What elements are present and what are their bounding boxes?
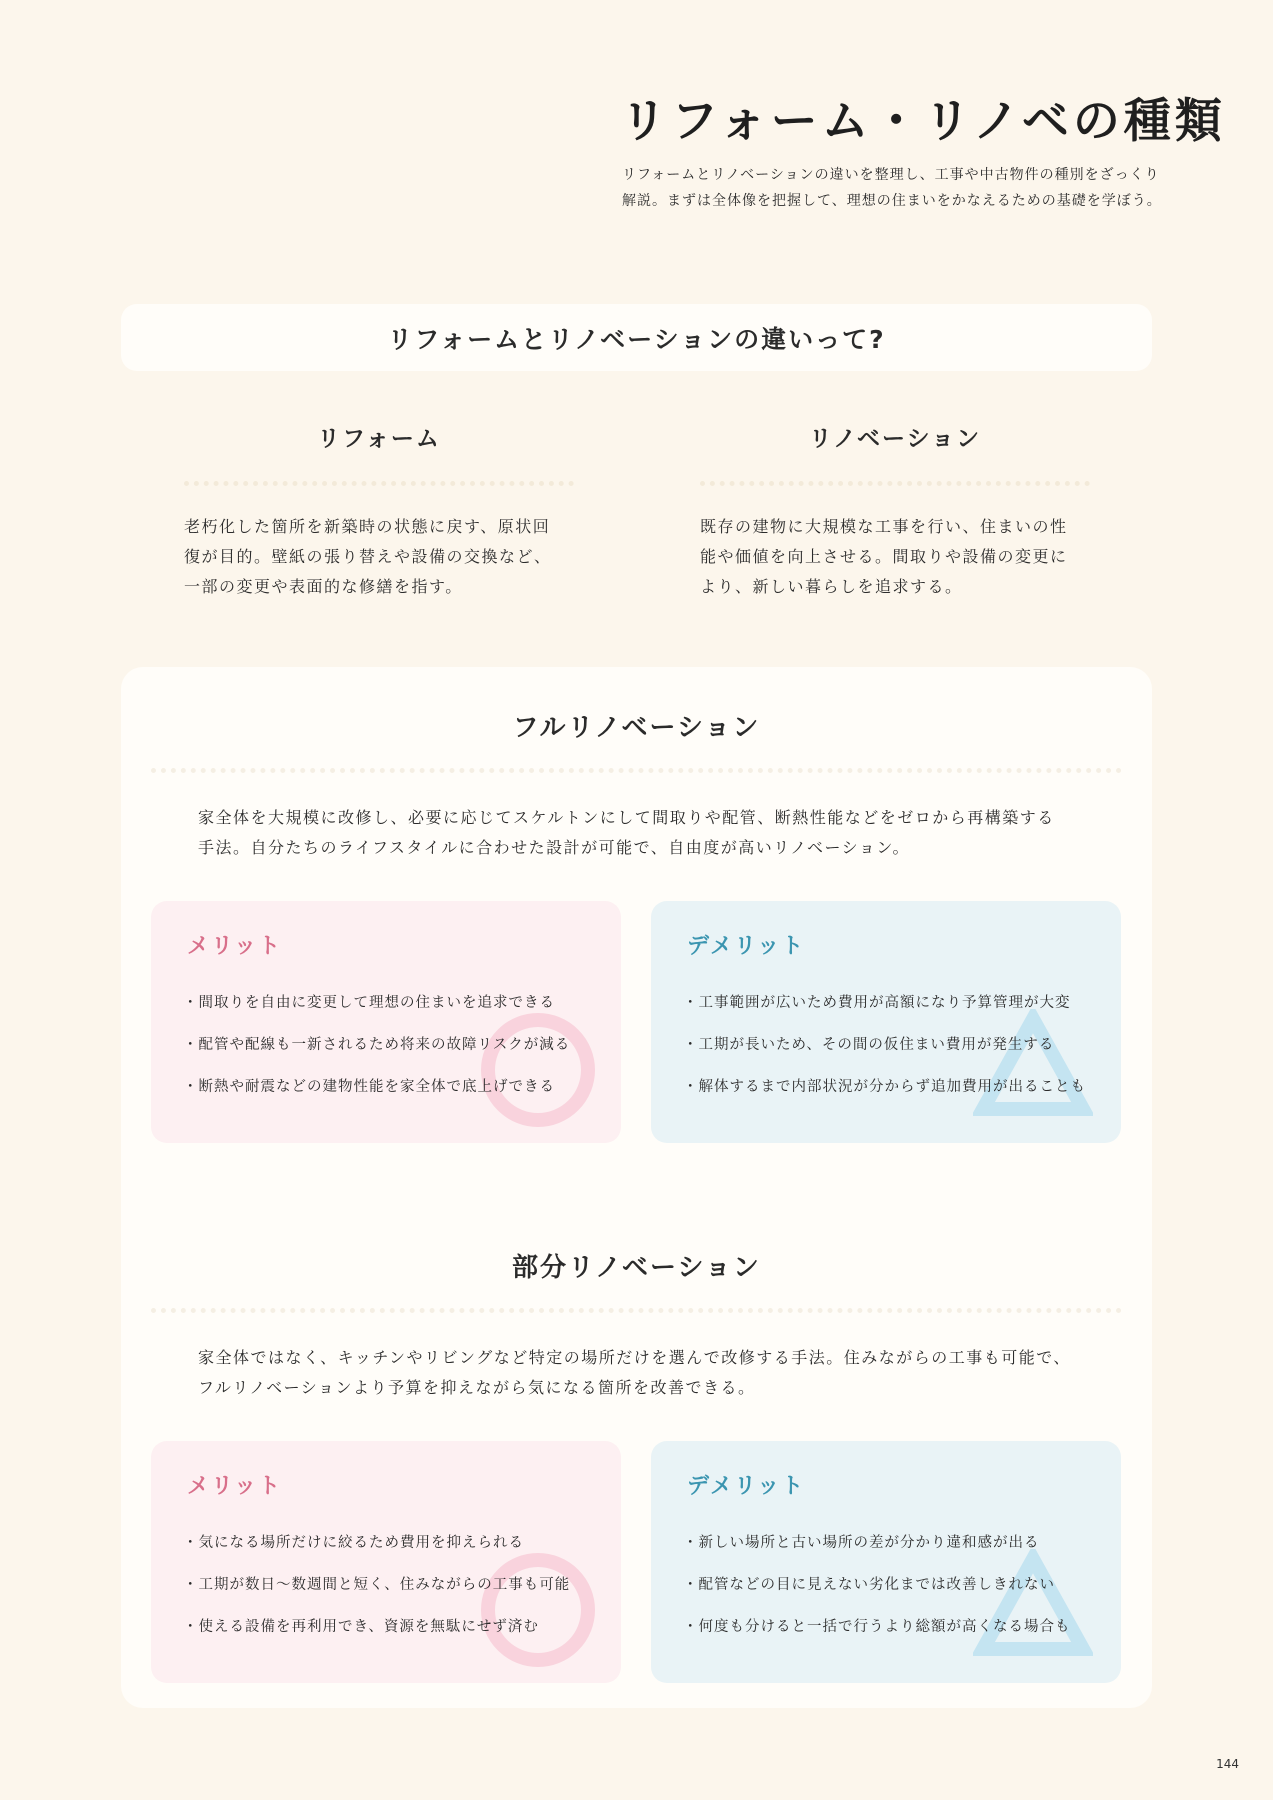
renovation-line: より、新しい暮らしを追求する。 (700, 577, 963, 596)
pros-cons (151, 1441, 1122, 1683)
lead-line: リフォームとリノベーションの違いを整理し、工事や中古物件の種別をざっくり (622, 167, 1160, 183)
dotted-divider (151, 768, 1122, 773)
list-item: ・気になる場所だけに絞るため費用を抑えられる (183, 1535, 524, 1551)
merit-list (183, 982, 621, 1108)
demerit-list (683, 1522, 1121, 1648)
page-lead (622, 162, 1202, 214)
dotted-divider (184, 481, 574, 486)
full-renovation-title: フルリノベーション (512, 713, 761, 743)
list-item: ・工期が長いため、その間の仮住まい費用が発生する (683, 1037, 1055, 1053)
page-number: 144 (1216, 1757, 1239, 1771)
merit-card (151, 901, 621, 1143)
partial-renovation-section (151, 1247, 1122, 1683)
comparison-heading: リフォームとリノベーションの違いって? (121, 304, 1152, 371)
list-item: ・新しい場所と古い場所の差が分かり違和感が出る (683, 1535, 1040, 1551)
desc-line: 手法。自分たちのライフスタイルに合わせた設計が可能で、自由度が高いリノベーション。 (198, 838, 911, 857)
merit-list (183, 1522, 621, 1648)
renovation-title: リノベーション (808, 426, 982, 452)
reform-title: リフォーム (317, 426, 441, 452)
reform-description (184, 512, 574, 602)
partial-renovation-title: 部分リノベーション (512, 1253, 761, 1283)
reform-line: 一部の変更や表面的な修繕を指す。 (184, 577, 463, 596)
full-renovation-section (151, 707, 1122, 1143)
renovation-description (700, 512, 1090, 602)
dotted-divider (700, 481, 1090, 486)
merit-title: メリット (187, 934, 283, 959)
list-item: ・解体するまで内部状況が分からず追加費用が出ることも (683, 1079, 1086, 1095)
demerit-card (651, 901, 1121, 1143)
renovation-line: 能や価値を向上させる。間取りや設備の変更に (700, 547, 1068, 566)
list-item: ・配管や配線も一新されるため将来の故障リスクが減る (183, 1037, 571, 1053)
desc-line: フルリノベーションより予算を抑えながら気になる箇所を改善できる。 (198, 1378, 756, 1397)
demerit-title: デメリット (687, 934, 806, 959)
list-item: ・間取りを自由に変更して理想の住まいを追求できる (183, 995, 555, 1011)
reform-column (184, 420, 574, 602)
renovation-column (700, 420, 1090, 602)
demerit-list (683, 982, 1121, 1108)
full-renovation-description (198, 803, 1122, 863)
desc-line: 家全体を大規模に改修し、必要に応じてスケルトンにして間取りや配管、断熱性能などをゼロから再構築する (198, 808, 1055, 827)
renovation-line: 既存の建物に大規模な工事を行い、住まいの性 (700, 517, 1068, 536)
list-item: ・断熱や耐震などの建物性能を家全体で底上げできる (183, 1079, 555, 1095)
renovation-types-panel (121, 667, 1152, 1708)
lead-line: 解説。まずは全体像を把握して、理想の住まいをかなえるための基礎を学ぼう。 (622, 193, 1162, 209)
page-title: リフォーム・リノベの種類 (620, 94, 1226, 149)
list-item: ・工事範囲が広いため費用が高額になり予算管理が大変 (683, 995, 1071, 1011)
partial-renovation-description (198, 1343, 1122, 1403)
list-item: ・配管などの目に見えない劣化までは改善しきれない (683, 1577, 1055, 1593)
reform-line: 老朽化した箇所を新築時の状態に戻す、原状回 (184, 517, 551, 536)
merit-title: メリット (187, 1474, 283, 1499)
demerit-card (651, 1441, 1121, 1683)
list-item: ・工期が数日〜数週間と短く、住みながらの工事も可能 (183, 1577, 571, 1593)
list-item: ・使える設備を再利用でき、資源を無駄にせず済む (183, 1619, 539, 1635)
merit-card (151, 1441, 621, 1683)
desc-line: 家全体ではなく、キッチンやリビングなど特定の場所だけを選んで改修する手法。住みながらの工事も可能で、 (198, 1348, 1071, 1367)
dotted-divider (151, 1308, 1122, 1313)
reform-line: 復が目的。壁紙の張り替えや設備の交換など、 (184, 547, 552, 566)
demerit-title: デメリット (687, 1474, 806, 1499)
list-item: ・何度も分けると一括で行うより総額が高くなる場合も (683, 1619, 1071, 1635)
pros-cons (151, 901, 1122, 1143)
